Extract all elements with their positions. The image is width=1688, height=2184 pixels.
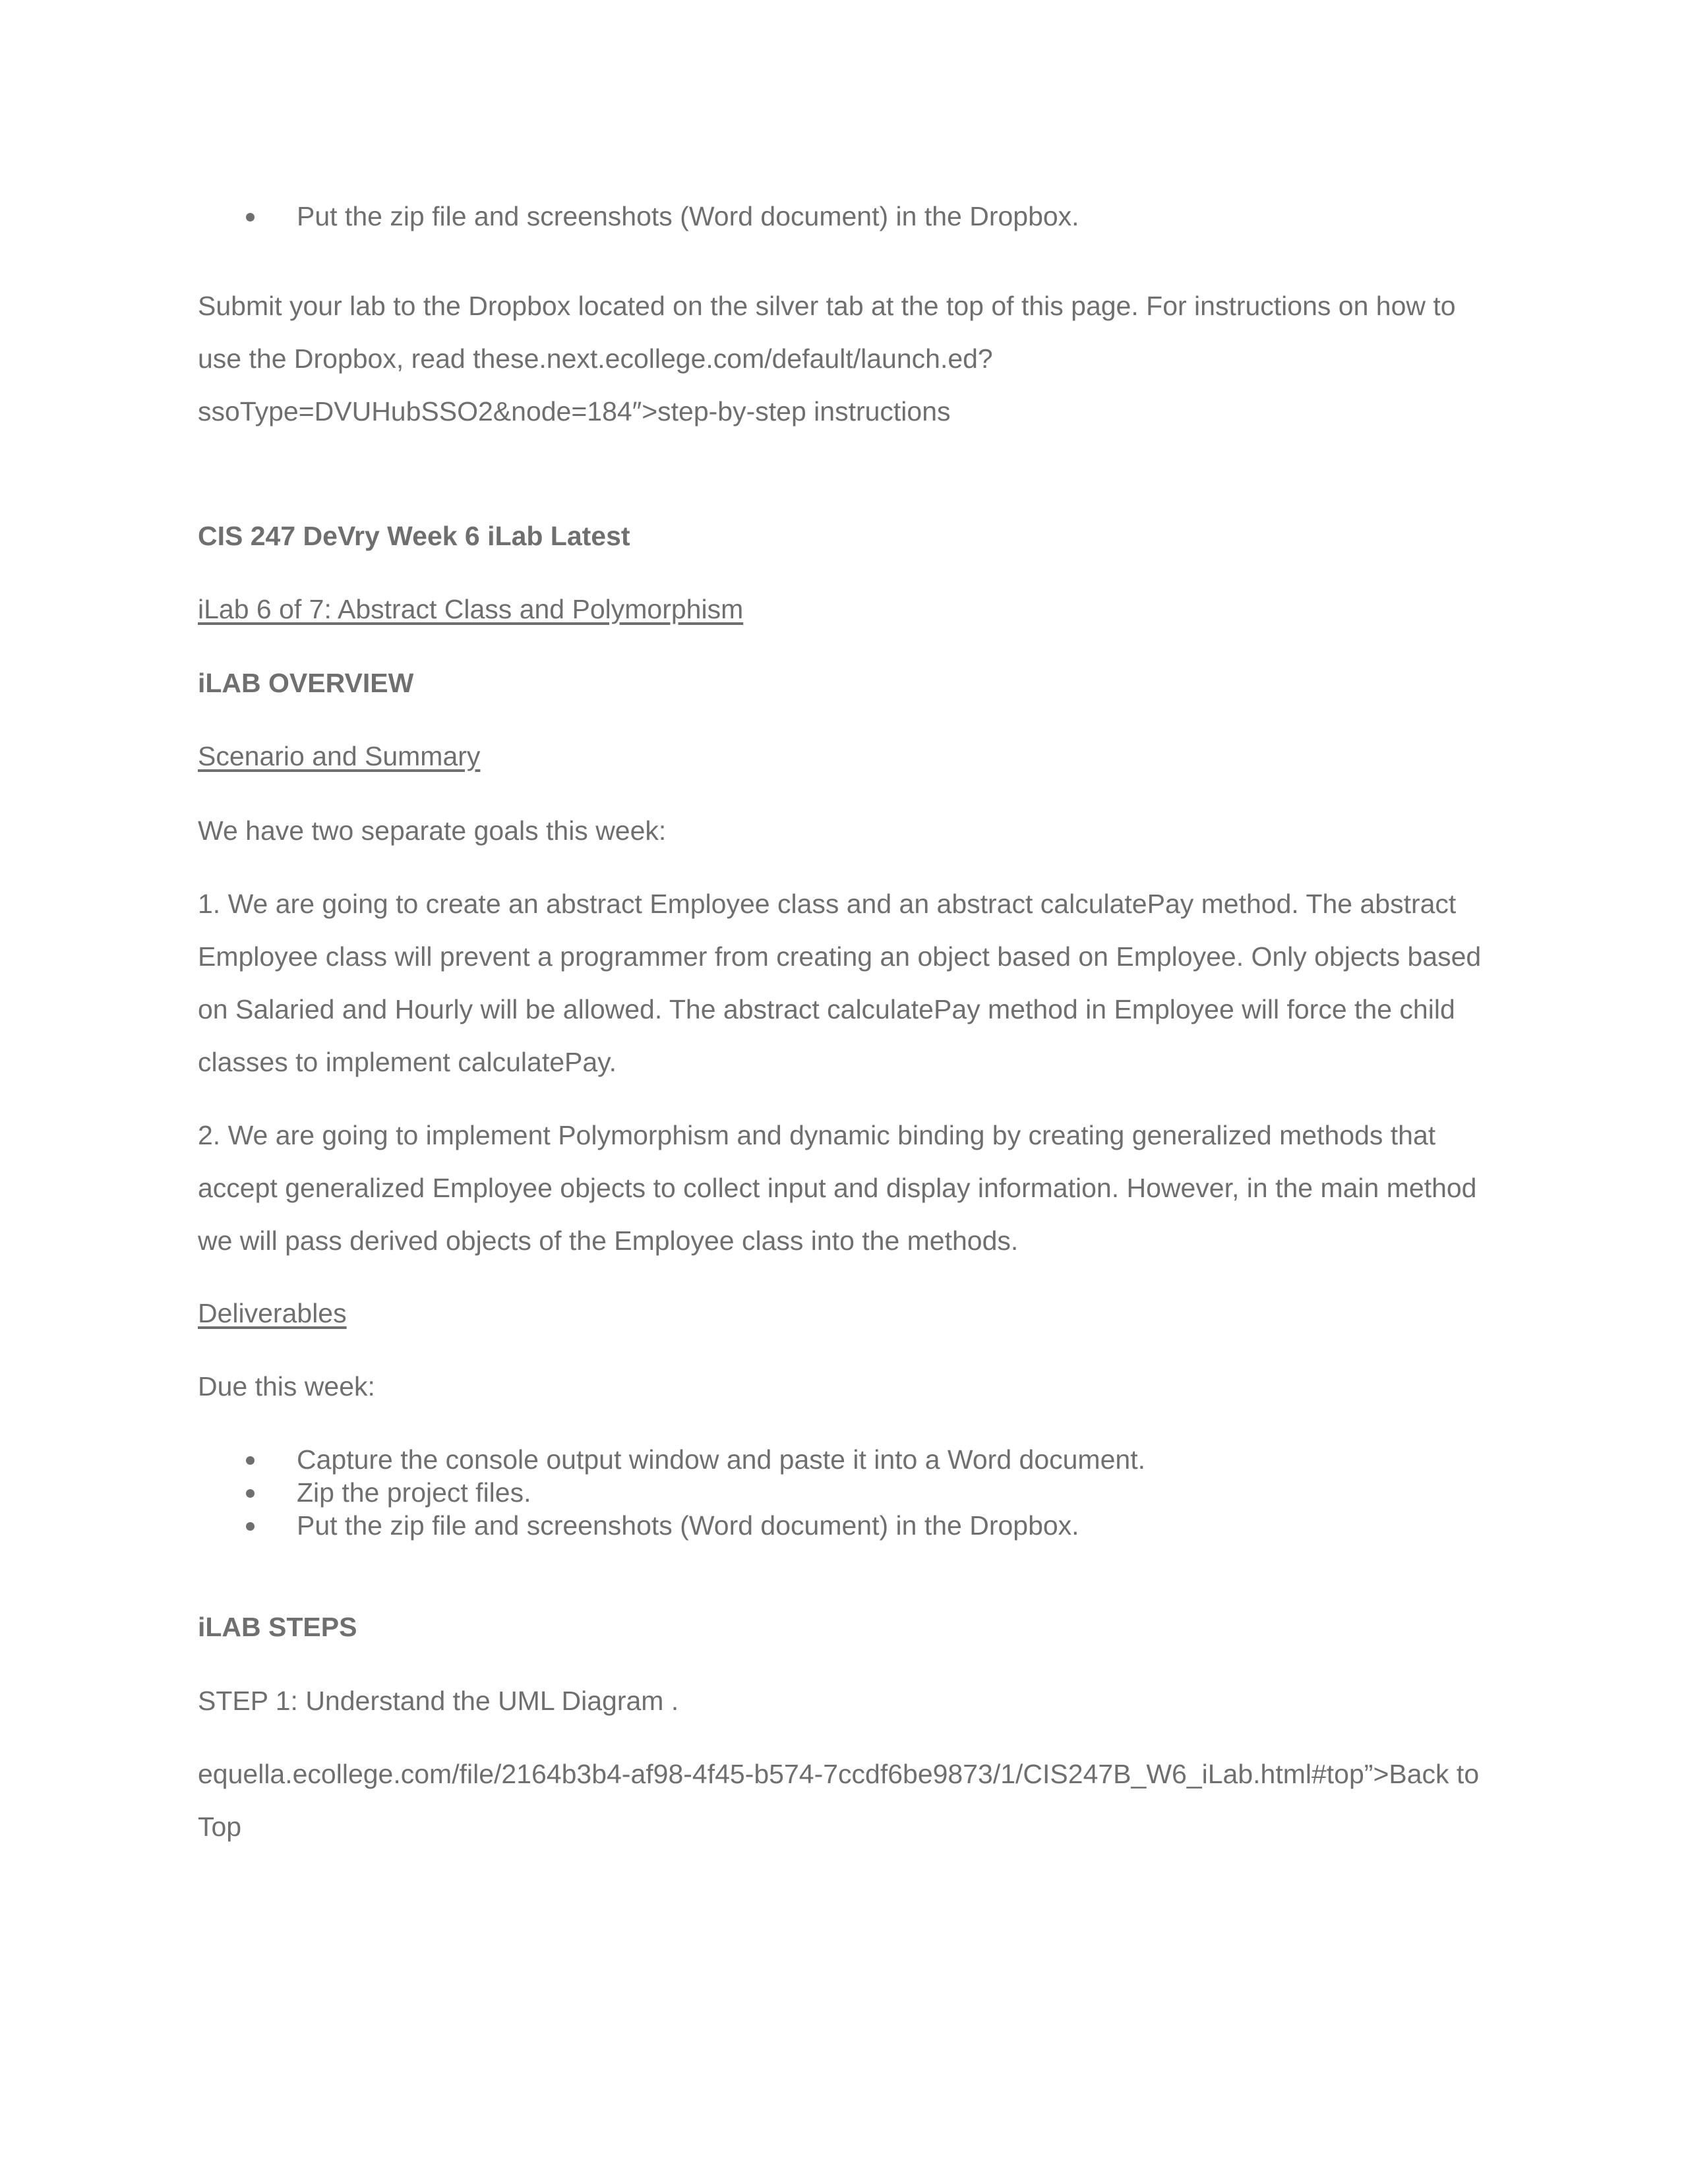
step-1-text: STEP 1: Understand the UML Diagram . <box>198 1686 679 1716</box>
list-item-text: Zip the project files. <box>297 1477 531 1508</box>
course-heading: CIS 247 DeVry Week 6 iLab Latest <box>198 521 630 551</box>
list-item <box>198 1509 1490 1542</box>
submit-paragraph: Submit your lab to the Dropbox located on the silver tab at the top of this page. For instructions on how to use the Dropbox, read these.next.ecollege.com/default/launch.ed?ssoType=DVUHubSSO2&node=184″>step-by-step instructions <box>198 291 1456 427</box>
goal-1-paragraph: 1. We are going to create an abstract Employee class and an abstract calculatePay method. The abstract Employee class will prevent a programmer from creating an object based on Employee. Only objects based on Salaried and Hourly will be allowed. The abstract calculatePay method in Employee will force the child classes to implement calculatePay. <box>198 889 1482 1077</box>
list-item <box>198 1443 1490 1476</box>
due-label: Due this week: <box>198 1371 375 1402</box>
deliverables-list <box>198 1443 1490 1542</box>
bullet-icon <box>246 213 255 221</box>
deliverables-heading: Deliverables <box>198 1298 347 1328</box>
lab-title: iLab 6 of 7: Abstract Class and Polymorphism <box>198 594 744 624</box>
bullet-icon <box>246 1522 255 1531</box>
back-to-top-text: equella.ecollege.com/file/2164b3b4-af98-4f45-b574-7ccdf6be9873/1/CIS247B_W6_iLab.html#top”>Back to Top <box>198 1759 1480 1842</box>
overview-heading: iLAB OVERVIEW <box>198 668 414 698</box>
bullet-icon <box>246 1456 255 1465</box>
steps-heading: iLAB STEPS <box>198 1612 357 1642</box>
list-item-text: Put the zip file and screenshots (Word document) in the Dropbox. <box>297 201 1079 231</box>
goal-2-paragraph: 2. We are going to implement Polymorphism and dynamic binding by creating generalized methods that accept generalized Employee objects to collect input and display information. However, in the main method we will pass derived objects of the Employee class into the methods. <box>198 1120 1477 1256</box>
list-item <box>198 1476 1490 1509</box>
list-item-text: Capture the console output window and paste it into a Word document. <box>297 1444 1145 1475</box>
list-item <box>198 200 1490 233</box>
list-item-text: Put the zip file and screenshots (Word document) in the Dropbox. <box>297 1510 1079 1541</box>
scenario-heading: Scenario and Summary <box>198 741 481 771</box>
goals-intro: We have two separate goals this week: <box>198 815 667 846</box>
bullet-icon <box>246 1489 255 1498</box>
top-bullet-list <box>198 200 1490 233</box>
